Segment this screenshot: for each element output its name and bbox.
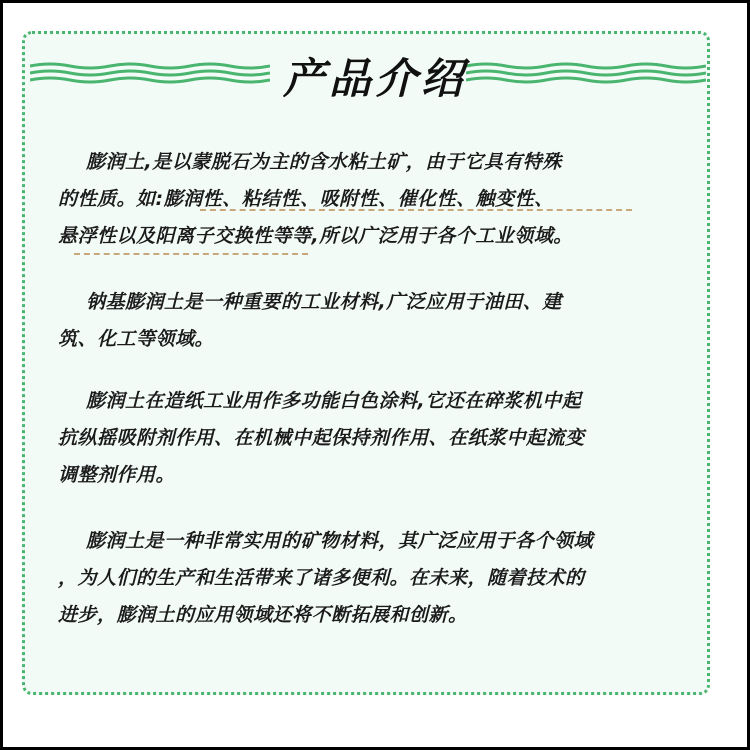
paragraph-line: 进步，膨润土的应用领域还将不断拓展和创新。 <box>58 604 468 626</box>
paragraph-line: ，为人们的生产和生活带来了诸多便利。在未来，随着技术的 <box>58 567 585 589</box>
page-title: 产品介绍 <box>282 54 467 103</box>
paragraph-line: 膨润土在造纸工业用作多功能白色涂料,它还在碎浆机中起 <box>86 390 582 412</box>
paragraph-line: 抗纵摇吸附剂作用、在机械中起保持剂作用、在纸浆中起流变 <box>58 427 585 449</box>
paragraph-line: 膨润土,是以蒙脱石为主的含水粘土矿，由于它具有特殊 <box>86 151 562 173</box>
paragraph-sodium-bentonite <box>58 284 708 358</box>
property-underline <box>200 209 632 211</box>
paragraph-line: 悬浮性以及阳离子交换性等等,所以广泛用于各个工业领域。 <box>58 225 573 247</box>
paragraph-intro <box>58 144 708 255</box>
property-underline <box>74 253 308 255</box>
paragraph-papermaking <box>58 383 708 494</box>
paragraph-line: 筑、化工等领域。 <box>58 328 215 350</box>
paragraph-line: 钠基膨润土是一种重要的工业材料,广泛应用于油田、建 <box>86 291 562 313</box>
paragraph-line: 的性质。如:膨润性、粘结性、吸附性、催化性、触变性、 <box>58 188 554 210</box>
paragraph-line: 膨润土是一种非常实用的矿物材料，其广泛应用于各个领域 <box>86 530 594 552</box>
paragraph-line: 调整剂作用。 <box>58 464 176 486</box>
paragraph-applications <box>58 523 708 634</box>
